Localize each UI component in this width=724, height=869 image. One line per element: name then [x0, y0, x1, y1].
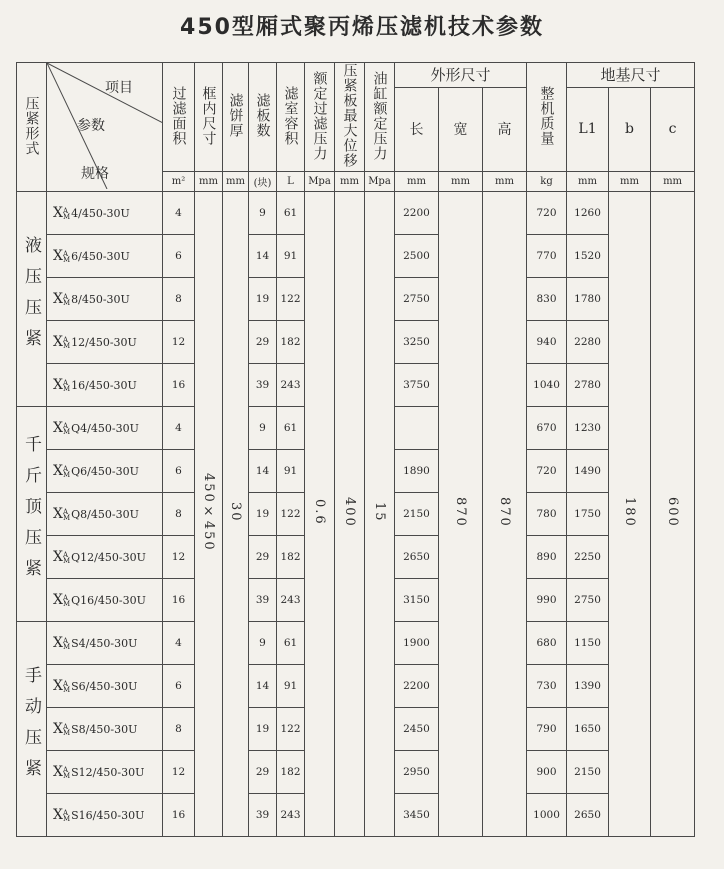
- volume-cell: 243: [277, 794, 305, 837]
- cake-thickness-value: 30: [228, 502, 243, 523]
- group-label: 千斤顶压紧: [21, 435, 41, 590]
- header-pressure: 额定过滤压力: [305, 63, 335, 172]
- cake-thickness: [223, 192, 249, 837]
- header-oil-pressure: 油缸额定压力: [365, 63, 395, 172]
- mass-cell: 990: [527, 579, 567, 622]
- plates-cell: 29: [249, 536, 277, 579]
- length-cell: 3450: [395, 794, 439, 837]
- plates-cell: 39: [249, 579, 277, 622]
- header-press-type: 压紧形式: [17, 63, 47, 192]
- plates-cell: 9: [249, 192, 277, 235]
- model-code: XA M4/450-30U: [47, 192, 163, 235]
- model-code: XA M12/450-30U: [47, 321, 163, 364]
- outline-height-value: 870: [497, 497, 513, 528]
- header-plates: 滤板数: [249, 63, 277, 172]
- model-code-text: 12/450-30U: [71, 336, 137, 349]
- model-code-text: S16/450-30U: [71, 809, 145, 822]
- model-code-text: Q6/450-30U: [71, 465, 139, 478]
- header-c: c: [651, 87, 695, 171]
- area-cell: 8: [163, 708, 195, 751]
- model-code: XA MQ16/450-30U: [47, 579, 163, 622]
- mass-cell: 830: [527, 278, 567, 321]
- plates-cell: 39: [249, 794, 277, 837]
- foundation-b: [609, 192, 651, 837]
- l1-cell: 1150: [567, 622, 609, 665]
- group-label-cell: [17, 192, 47, 407]
- volume-cell: 61: [277, 407, 305, 450]
- corner-label-param: 参数: [77, 118, 105, 134]
- l1-cell: 1520: [567, 235, 609, 278]
- frame-size-value: 450×450: [201, 473, 216, 552]
- area-cell: 12: [163, 536, 195, 579]
- volume-cell: 61: [277, 192, 305, 235]
- header-corner: [47, 63, 163, 192]
- page-title: 450型厢式聚丙烯压滤机技术参数: [180, 15, 544, 40]
- model-code-text: 8/450-30U: [71, 293, 130, 306]
- mass-cell: 680: [527, 622, 567, 665]
- plates-cell: 19: [249, 493, 277, 536]
- header-height: 高: [483, 87, 527, 171]
- area-cell: 4: [163, 192, 195, 235]
- area-cell: 4: [163, 407, 195, 450]
- area-cell: 4: [163, 622, 195, 665]
- l1-cell: 1490: [567, 450, 609, 493]
- length-cell: 2200: [395, 192, 439, 235]
- header-displacement: 压紧板最大位移: [335, 63, 365, 172]
- l1-cell: 2250: [567, 536, 609, 579]
- plates-cell: 19: [249, 708, 277, 751]
- model-code: XA MS6/450-30U: [47, 665, 163, 708]
- length-cell: 3750: [395, 364, 439, 407]
- unit-cell: mm: [609, 172, 651, 192]
- unit-cell: (块): [249, 172, 277, 192]
- l1-cell: 2150: [567, 751, 609, 794]
- foundation-c: [651, 192, 695, 837]
- volume-cell: 182: [277, 536, 305, 579]
- plates-cell: 29: [249, 321, 277, 364]
- length-cell: 3250: [395, 321, 439, 364]
- area-cell: 12: [163, 321, 195, 364]
- model-code-text: Q12/450-30U: [71, 551, 146, 564]
- unit-cell: kg: [527, 172, 567, 192]
- length-cell: 2200: [395, 665, 439, 708]
- area-cell: 6: [163, 235, 195, 278]
- mass-cell: 1000: [527, 794, 567, 837]
- plates-cell: 19: [249, 278, 277, 321]
- volume-cell: 122: [277, 708, 305, 751]
- header-volume: 滤室容积: [277, 63, 305, 172]
- model-code-text: 16/450-30U: [71, 379, 137, 392]
- unit-cell: mm: [651, 172, 695, 192]
- mass-cell: 770: [527, 235, 567, 278]
- volume-cell: 91: [277, 235, 305, 278]
- model-code-text: S4/450-30U: [71, 637, 138, 650]
- mass-cell: 1040: [527, 364, 567, 407]
- model-code: XA M6/450-30U: [47, 235, 163, 278]
- foundation-c-value: 600: [665, 497, 681, 528]
- l1-cell: 1260: [567, 192, 609, 235]
- model-code: XA MS16/450-30U: [47, 794, 163, 837]
- unit-cell: L: [277, 172, 305, 192]
- l1-cell: 2280: [567, 321, 609, 364]
- mass-cell: 780: [527, 493, 567, 536]
- oil-pressure-value: 15: [372, 502, 387, 523]
- unit-cell: mm: [335, 172, 365, 192]
- length-cell: [395, 407, 439, 450]
- unit-cell: Mpa: [305, 172, 335, 192]
- spec-table: [16, 62, 695, 837]
- outline-width-value: 870: [453, 497, 468, 528]
- unit-cell: mm: [439, 172, 483, 192]
- mass-cell: 890: [527, 536, 567, 579]
- corner-label-item: 项目: [105, 80, 133, 96]
- volume-cell: 61: [277, 622, 305, 665]
- volume-cell: 243: [277, 579, 305, 622]
- header-foundation: 地基尺寸: [567, 63, 695, 88]
- table-row: [17, 192, 695, 235]
- area-cell: 16: [163, 364, 195, 407]
- l1-cell: 1390: [567, 665, 609, 708]
- group-label: 液压压紧: [21, 235, 41, 360]
- l1-cell: 1750: [567, 493, 609, 536]
- oil-pressure: [365, 192, 395, 837]
- unit-cell: m²: [163, 172, 195, 192]
- area-cell: 16: [163, 794, 195, 837]
- filter-pressure-value: 0.6: [312, 499, 327, 526]
- volume-cell: 182: [277, 321, 305, 364]
- header-l1: L1: [567, 87, 609, 171]
- length-cell: 2950: [395, 751, 439, 794]
- length-cell: 3150: [395, 579, 439, 622]
- model-code-text: S8/450-30U: [71, 723, 138, 736]
- length-cell: 1900: [395, 622, 439, 665]
- header-outline: 外形尺寸: [395, 63, 527, 88]
- group-label-cell: [17, 407, 47, 622]
- plates-cell: 9: [249, 407, 277, 450]
- header-mass: 整机质量: [527, 63, 567, 172]
- model-code-text: Q4/450-30U: [71, 422, 139, 435]
- volume-cell: 182: [277, 751, 305, 794]
- area-cell: 8: [163, 493, 195, 536]
- volume-cell: 91: [277, 450, 305, 493]
- filter-pressure: [305, 192, 335, 837]
- corner-label-spec: 规格: [81, 166, 109, 182]
- plates-cell: 39: [249, 364, 277, 407]
- group-label-cell: [17, 622, 47, 837]
- l1-cell: 2780: [567, 364, 609, 407]
- length-cell: 1890: [395, 450, 439, 493]
- area-cell: 6: [163, 665, 195, 708]
- plates-cell: 29: [249, 751, 277, 794]
- model-code: XA M8/450-30U: [47, 278, 163, 321]
- unit-cell: Mpa: [365, 172, 395, 192]
- header-length: 长: [395, 87, 439, 171]
- mass-cell: 720: [527, 192, 567, 235]
- header-width: 宽: [439, 87, 483, 171]
- mass-cell: 790: [527, 708, 567, 751]
- volume-cell: 122: [277, 493, 305, 536]
- unit-cell: mm: [567, 172, 609, 192]
- header-cake: 滤饼厚: [223, 63, 249, 172]
- length-cell: 2750: [395, 278, 439, 321]
- l1-cell: 2750: [567, 579, 609, 622]
- unit-cell: mm: [483, 172, 527, 192]
- length-cell: 2150: [395, 493, 439, 536]
- mass-cell: 730: [527, 665, 567, 708]
- l1-cell: 1650: [567, 708, 609, 751]
- plates-cell: 14: [249, 235, 277, 278]
- header-area: 过滤面积: [163, 63, 195, 172]
- model-code: XA MQ4/450-30U: [47, 407, 163, 450]
- foundation-b-value: 180: [622, 497, 638, 528]
- volume-cell: 243: [277, 364, 305, 407]
- frame-size: [195, 192, 223, 837]
- l1-cell: 1230: [567, 407, 609, 450]
- unit-cell: mm: [395, 172, 439, 192]
- length-cell: 2650: [395, 536, 439, 579]
- max-displacement-value: 400: [342, 497, 357, 528]
- area-cell: 8: [163, 278, 195, 321]
- model-code-text: Q8/450-30U: [71, 508, 139, 521]
- volume-cell: 91: [277, 665, 305, 708]
- model-code: XA MQ6/450-30U: [47, 450, 163, 493]
- model-code: XA MQ8/450-30U: [47, 493, 163, 536]
- l1-cell: 2650: [567, 794, 609, 837]
- volume-cell: 122: [277, 278, 305, 321]
- outline-width: [439, 192, 483, 837]
- length-cell: 2500: [395, 235, 439, 278]
- model-code: XA MS4/450-30U: [47, 622, 163, 665]
- area-cell: 16: [163, 579, 195, 622]
- outline-height: [483, 192, 527, 837]
- max-displacement: [335, 192, 365, 837]
- model-code: XA MS12/450-30U: [47, 751, 163, 794]
- area-cell: 6: [163, 450, 195, 493]
- header-row: [17, 63, 695, 88]
- mass-cell: 720: [527, 450, 567, 493]
- model-code-text: S12/450-30U: [71, 766, 145, 779]
- model-code-text: 4/450-30U: [71, 207, 130, 220]
- unit-cell: mm: [195, 172, 223, 192]
- model-code: XA M16/450-30U: [47, 364, 163, 407]
- model-code-text: 6/450-30U: [71, 250, 130, 263]
- mass-cell: 940: [527, 321, 567, 364]
- length-cell: 2450: [395, 708, 439, 751]
- group-label: 手动压紧: [21, 665, 41, 790]
- header-b: b: [609, 87, 651, 171]
- model-code: XA MQ12/450-30U: [47, 536, 163, 579]
- mass-cell: 670: [527, 407, 567, 450]
- model-code: XA MS8/450-30U: [47, 708, 163, 751]
- model-code-text: S6/450-30U: [71, 680, 138, 693]
- l1-cell: 1780: [567, 278, 609, 321]
- model-code-text: Q16/450-30U: [71, 594, 146, 607]
- header-frame: 框内尺寸: [195, 63, 223, 172]
- mass-cell: 900: [527, 751, 567, 794]
- area-cell: 12: [163, 751, 195, 794]
- plates-cell: 9: [249, 622, 277, 665]
- unit-cell: mm: [223, 172, 249, 192]
- plates-cell: 14: [249, 450, 277, 493]
- plates-cell: 14: [249, 665, 277, 708]
